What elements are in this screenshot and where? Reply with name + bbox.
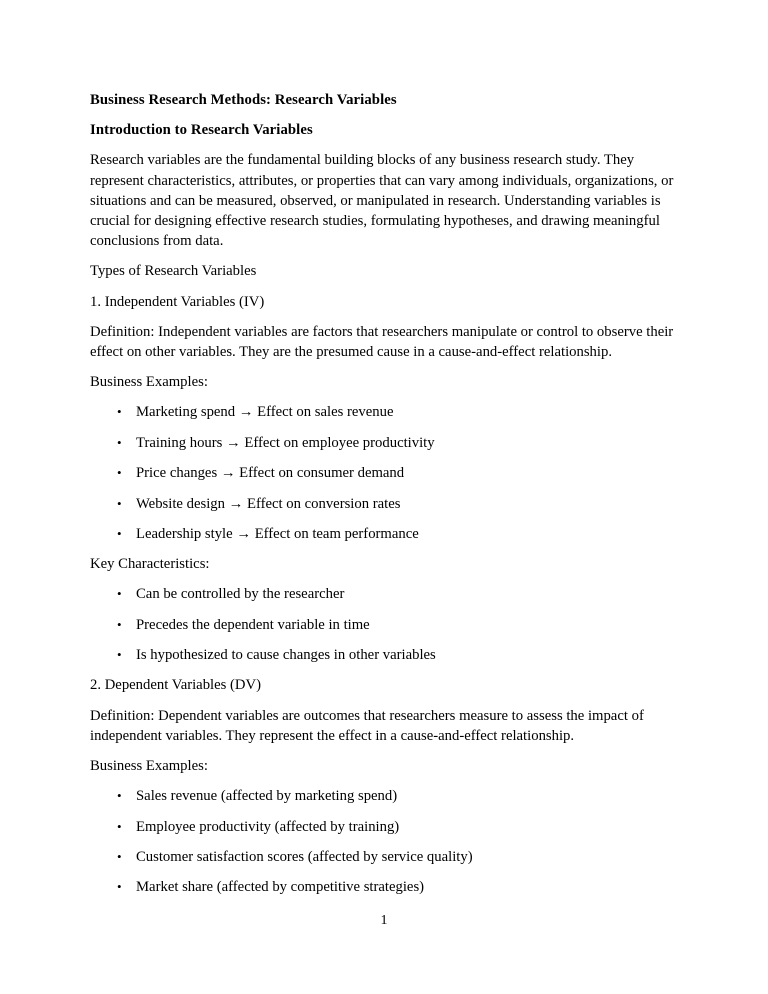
list-item: • Training hours → Effect on employee productivity — [90, 433, 678, 453]
document-body — [90, 90, 678, 908]
intro-paragraph: Research variables are the fundamental building blocks of any business research study. They represent characteristics, attributes, or properties that can vary among individuals, organizations, or situations and can be measured, observed, or manipulated in research. Understanding variables is crucial for designing effective research studies, formulating hypotheses, and drawing meaningful conclusions from data. — [90, 152, 674, 250]
list-item: • Customer satisfaction scores (affected by service quality) — [90, 847, 678, 867]
list-item: • Market share (affected by competitive strategies) — [90, 877, 678, 897]
independent-variables-heading: 1. Independent Variables (IV) — [90, 293, 265, 310]
types-heading: Types of Research Variables — [90, 263, 257, 280]
document-title: Business Research Methods: Research Variables — [90, 92, 397, 108]
list-item: • Can be controlled by the researcher — [90, 584, 678, 604]
dependent-variables-definition: Definition: Dependent variables are outcomes that researchers measure to assess the impact of independent variables. They represent the effect in a cause-and-effect relationship. — [90, 707, 644, 744]
independent-business-examples-list — [90, 402, 678, 544]
list-item: • Is hypothesized to cause changes in other variables — [90, 645, 678, 665]
independent-variables-definition: Definition: Independent variables are factors that researchers manipulate or control to observe their effect on other variables. They are the presumed cause in a cause-and-effect relationship. — [90, 323, 674, 361]
independent-key-characteristics-label: Key Characteristics: — [90, 556, 210, 573]
independent-business-examples-label: Business Examples: — [90, 374, 208, 391]
dependent-business-examples-list — [90, 786, 678, 897]
list-item: • Marketing spend → Effect on sales revenue — [90, 402, 678, 422]
section-heading-introduction: Introduction to Research Variables — [90, 122, 313, 139]
dependent-business-examples-label: Business Examples: — [90, 758, 208, 774]
list-item: • Website design → Effect on conversion rates — [90, 494, 678, 514]
list-item: • Precedes the dependent variable in time — [90, 615, 678, 635]
independent-key-characteristics-list — [90, 584, 678, 665]
list-item: • Employee productivity (affected by training) — [90, 817, 678, 837]
list-item: • Leadership style → Effect on team performance — [90, 524, 678, 544]
dependent-variables-heading: 2. Dependent Variables (DV) — [90, 677, 262, 694]
list-item: • Sales revenue (affected by marketing spend) — [90, 786, 678, 806]
page-number: 1 — [380, 913, 388, 928]
list-item: • Price changes → Effect on consumer demand — [90, 463, 678, 483]
